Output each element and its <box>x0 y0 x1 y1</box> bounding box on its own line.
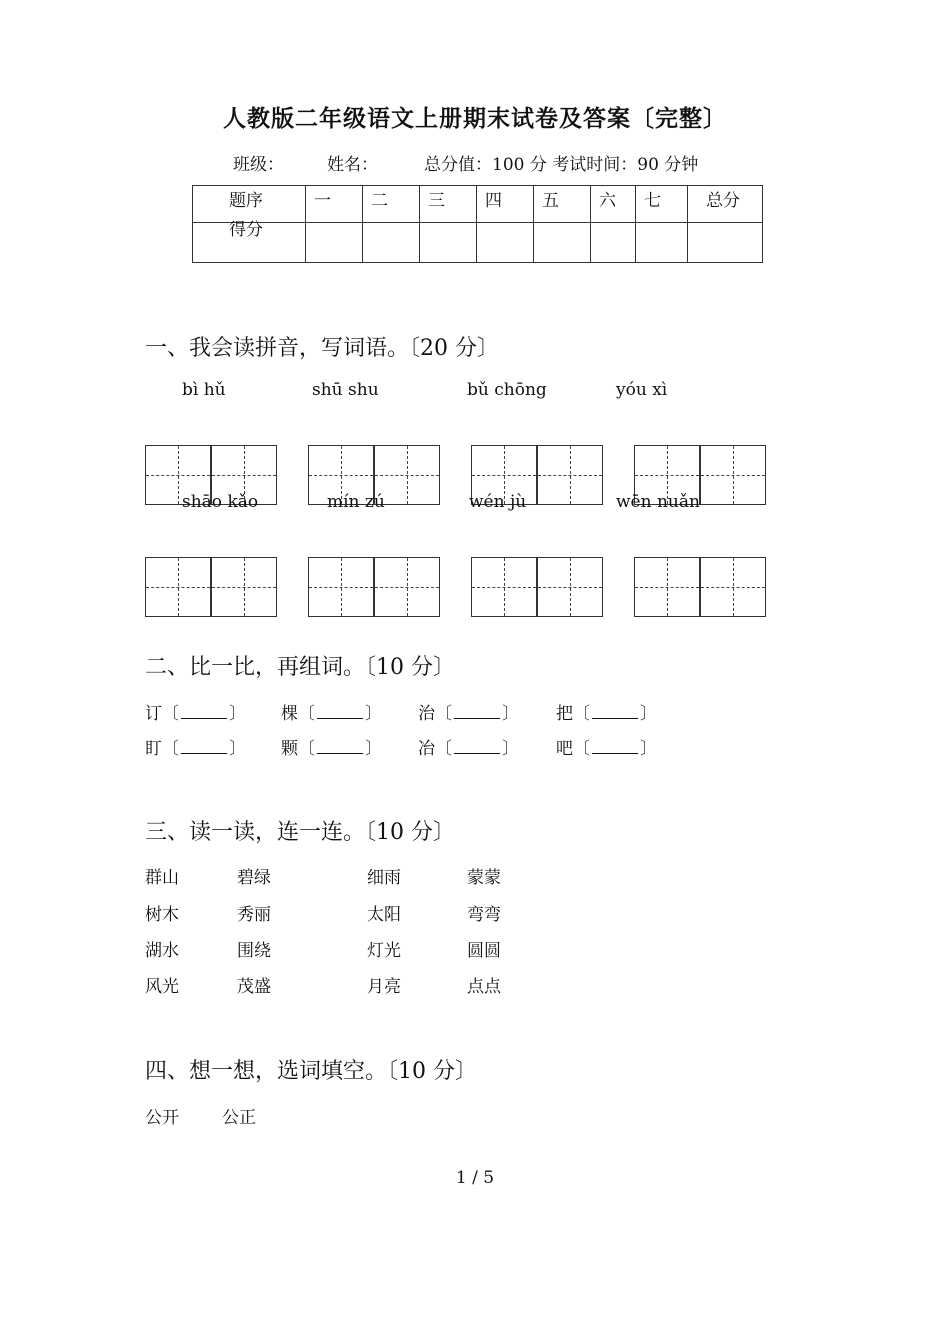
section3-title: 三、读一读，连一连。〔10 分〕 <box>145 820 455 845</box>
score-header-cell: 二 <box>363 186 420 223</box>
class-label: 班级： <box>233 155 284 175</box>
section1-title: 一、我会读拼音，写词语。〔20 分〕 <box>145 336 499 361</box>
match-word[interactable]: 树木 <box>145 905 179 925</box>
section4-title: 四、想一想，选词填空。〔10 分〕 <box>145 1059 477 1084</box>
section2-title: 二、比一比，再组词。〔10 分〕 <box>145 655 455 680</box>
answer-blank[interactable] <box>454 704 500 719</box>
match-word[interactable]: 湖水 <box>145 941 179 961</box>
answer-blank[interactable] <box>592 704 638 719</box>
score-header-cell: 一 <box>306 186 363 223</box>
score-cell[interactable] <box>591 223 636 263</box>
page-title: 人教版二年级语文上册期末试卷及答案〔完整〕 <box>223 105 727 132</box>
writing-grid[interactable] <box>634 557 767 617</box>
score-header-cell: 三 <box>420 186 477 223</box>
score-header-cell: 六 <box>591 186 636 223</box>
compare-char: 冶〔 <box>418 739 452 759</box>
compare-char: 棵〔 <box>281 704 315 724</box>
writing-grid[interactable] <box>471 557 604 617</box>
compare-item <box>145 734 246 759</box>
close-bracket: 〕 <box>229 739 246 759</box>
match-word[interactable]: 灯光 <box>367 941 401 961</box>
compare-char: 治〔 <box>418 704 452 724</box>
pinyin-label: yóu xì <box>616 380 668 400</box>
score-header-cell: 四 <box>477 186 534 223</box>
match-word[interactable]: 蒙蒙 <box>467 868 501 888</box>
compare-char: 盯〔 <box>145 739 179 759</box>
compare-item <box>556 734 657 759</box>
match-word[interactable]: 秀丽 <box>237 905 271 925</box>
compare-char: 订〔 <box>145 704 179 724</box>
writing-grid[interactable] <box>145 557 278 617</box>
score-table-score-row <box>193 223 763 263</box>
total-time-info: 总分值：100 分 考试时间：90 分钟 <box>424 155 699 175</box>
compare-item <box>281 734 382 759</box>
score-cell[interactable] <box>306 223 363 263</box>
score-header-cell: 五 <box>534 186 591 223</box>
pinyin-label: shāo kǎo <box>182 492 259 512</box>
compare-item <box>556 699 657 724</box>
match-word[interactable]: 围绕 <box>237 941 271 961</box>
match-word[interactable]: 点点 <box>467 977 501 997</box>
page-number: 1 / 5 <box>455 1168 495 1188</box>
score-table <box>192 185 763 263</box>
name-label: 姓名： <box>327 155 378 175</box>
score-header-cell: 总分 <box>688 186 763 223</box>
match-word[interactable]: 弯弯 <box>467 905 501 925</box>
close-bracket: 〕 <box>229 704 246 724</box>
match-word[interactable]: 月亮 <box>367 977 401 997</box>
answer-blank[interactable] <box>454 739 500 754</box>
score-cell[interactable] <box>534 223 591 263</box>
compare-item <box>281 699 382 724</box>
match-word[interactable]: 圆圆 <box>467 941 501 961</box>
score-cell[interactable] <box>363 223 420 263</box>
pinyin-label: bì hǔ <box>182 380 226 400</box>
score-cell[interactable] <box>420 223 477 263</box>
score-cell[interactable] <box>688 223 763 263</box>
close-bracket: 〕 <box>365 704 382 724</box>
compare-item <box>418 734 519 759</box>
score-cell[interactable] <box>477 223 534 263</box>
compare-char: 颗〔 <box>281 739 315 759</box>
close-bracket: 〕 <box>502 739 519 759</box>
answer-blank[interactable] <box>592 739 638 754</box>
match-word[interactable]: 太阳 <box>367 905 401 925</box>
match-word[interactable]: 茂盛 <box>237 977 271 997</box>
writing-grid[interactable] <box>308 557 441 617</box>
compare-item <box>418 699 519 724</box>
close-bracket: 〕 <box>640 739 657 759</box>
compare-item <box>145 699 246 724</box>
match-word[interactable]: 细雨 <box>367 868 401 888</box>
match-word[interactable]: 群山 <box>145 868 179 888</box>
word-choice: 公开 <box>145 1108 179 1128</box>
pinyin-label: wén jù <box>469 492 527 512</box>
match-word[interactable]: 风光 <box>145 977 179 997</box>
score-row-label: 得分 <box>193 223 306 263</box>
match-word[interactable]: 碧绿 <box>237 868 271 888</box>
pinyin-label: shū shu <box>312 380 379 400</box>
answer-blank[interactable] <box>317 704 363 719</box>
pinyin-label: bǔ chōng <box>467 380 547 400</box>
pinyin-label: mín zú <box>327 492 385 512</box>
pinyin-label: wēn nuǎn <box>616 492 700 512</box>
word-choice: 公正 <box>222 1108 256 1128</box>
answer-blank[interactable] <box>181 739 227 754</box>
score-table-header-row <box>193 186 763 223</box>
score-header-cell: 七 <box>636 186 688 223</box>
answer-blank[interactable] <box>181 704 227 719</box>
compare-char: 吧〔 <box>556 739 590 759</box>
close-bracket: 〕 <box>640 704 657 724</box>
close-bracket: 〕 <box>502 704 519 724</box>
answer-blank[interactable] <box>317 739 363 754</box>
close-bracket: 〕 <box>365 739 382 759</box>
compare-char: 把〔 <box>556 704 590 724</box>
score-cell[interactable] <box>636 223 688 263</box>
score-header-cell: 题序 <box>193 186 306 223</box>
